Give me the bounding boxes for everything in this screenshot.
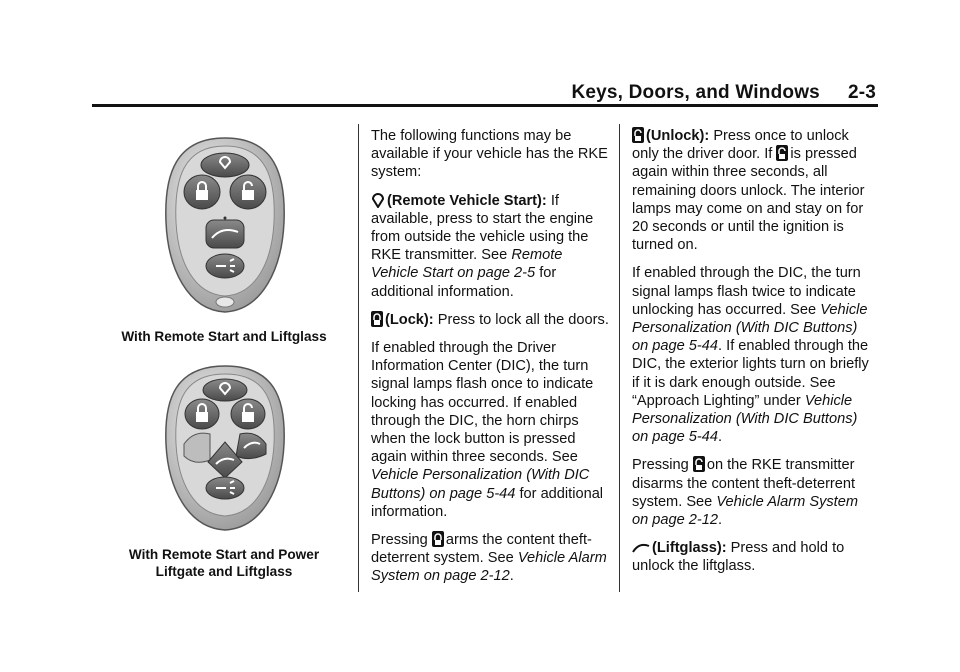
dic-unlock-text-end: . — [718, 429, 723, 446]
dic-unlock-text: If enabled through the DIC, the turn signal lamps flash twice to indicate unlocking has occurred. See — [632, 265, 861, 318]
remote-start-text: If available, press to start the engine from outside the vehicle using the RKE transmitter. See — [371, 192, 594, 264]
text-column-1 — [371, 127, 609, 596]
unlock-text: Press once to unlock only the driver door. If — [632, 128, 849, 163]
intro-paragraph: The following functions may be available if your vehicle has the RKE system: — [371, 128, 608, 181]
dic-unlock-reference-2: Vehicle Personalization (With DIC Buttons) on page 5-44 — [632, 392, 858, 446]
lock-theft-reference: Vehicle Alarm System on page 2-12 — [371, 550, 607, 585]
dic-lock-reference: Vehicle Personalization (With DIC Buttons) on page 5-44 — [371, 467, 590, 502]
figure-caption-2 — [95, 546, 353, 580]
dic-lock-text-end: for additional information. — [371, 485, 604, 520]
remote-start-paragraph — [371, 192, 609, 301]
lock-label: (Lock): — [385, 311, 434, 328]
column-divider-2 — [619, 124, 620, 592]
key-fob-illustration-2 — [162, 362, 288, 534]
dic-lock-text: If enabled through the Driver Information Center (DIC), the turn signal lamps flash once to indicate locking has occurred. If enabled through the DIC, the horn chirps when the lock button is pressed again within three seconds. See — [371, 340, 594, 466]
page-number: 2-3 — [847, 82, 876, 103]
liftglass-paragraph — [632, 539, 876, 575]
lock-theft-text: arms the content theft-deterrent system. See — [371, 532, 592, 567]
remote-start-reference: Remote Vehicle Start on page 2-5 — [371, 247, 563, 282]
figure-caption-1: With Remote Start and Liftglass — [121, 329, 327, 344]
lock-icon — [432, 531, 444, 547]
remote-start-label: (Remote Vehicle Start): — [387, 192, 547, 209]
liftglass-icon — [632, 541, 650, 555]
unlock-icon — [693, 456, 705, 472]
remote-start-icon — [371, 192, 385, 208]
dic-lock-paragraph — [371, 339, 609, 521]
unlock-theft-text-start: Pressing — [632, 457, 689, 474]
page-header — [0, 82, 876, 104]
unlock-theft-text-end: . — [718, 512, 723, 529]
figure-caption-2-line2: Liftgate and Liftglass — [155, 564, 293, 579]
header-rule — [92, 104, 878, 107]
section-title: Keys, Doors, and Windows — [571, 82, 820, 103]
lock-theft-text-end: . — [509, 568, 514, 585]
unlock-paragraph — [632, 127, 876, 254]
lock-icon — [371, 311, 383, 327]
dic-unlock-paragraph — [632, 264, 876, 446]
dic-unlock-text-middle: . If enabled through the DIC, the exterior lights turn on briefly if it is dark enough outside. See “Approach Lighting” under — [632, 338, 869, 409]
liftglass-text: Press and hold to unlock the liftglass. — [632, 540, 845, 575]
liftglass-label: (Liftglass): — [652, 540, 727, 557]
text-column-2 — [632, 127, 876, 586]
unlock-theft-paragraph — [632, 456, 876, 529]
dic-unlock-reference: Vehicle Personalization (With DIC Buttons) on page 5-44 — [632, 301, 868, 355]
unlock-icon — [776, 145, 788, 161]
column-divider-1 — [358, 124, 359, 592]
remote-start-text-end: for additional information. — [371, 265, 557, 300]
lock-theft-text-start: Pressing — [371, 532, 428, 549]
unlock-icon — [632, 127, 644, 143]
lock-theft-paragraph — [371, 531, 609, 586]
figure-caption-2-line1: With Remote Start and Power — [128, 547, 320, 562]
unlock-text-end: is pressed again within three seconds, all remaining doors unlock. The interior lamps may come on and stay on for 20 seconds or until the ignition is turned on. — [632, 146, 865, 254]
key-fob-illustration-1 — [162, 134, 288, 320]
lock-text: Press to lock all the doors. — [437, 311, 609, 328]
unlock-label: (Unlock): — [646, 128, 710, 144]
unlock-theft-reference: Vehicle Alarm System on page 2-12 — [632, 493, 859, 529]
lock-paragraph — [371, 311, 609, 329]
unlock-theft-text: on the RKE transmitter disarms the content theft-deterrent system. See — [632, 457, 856, 510]
